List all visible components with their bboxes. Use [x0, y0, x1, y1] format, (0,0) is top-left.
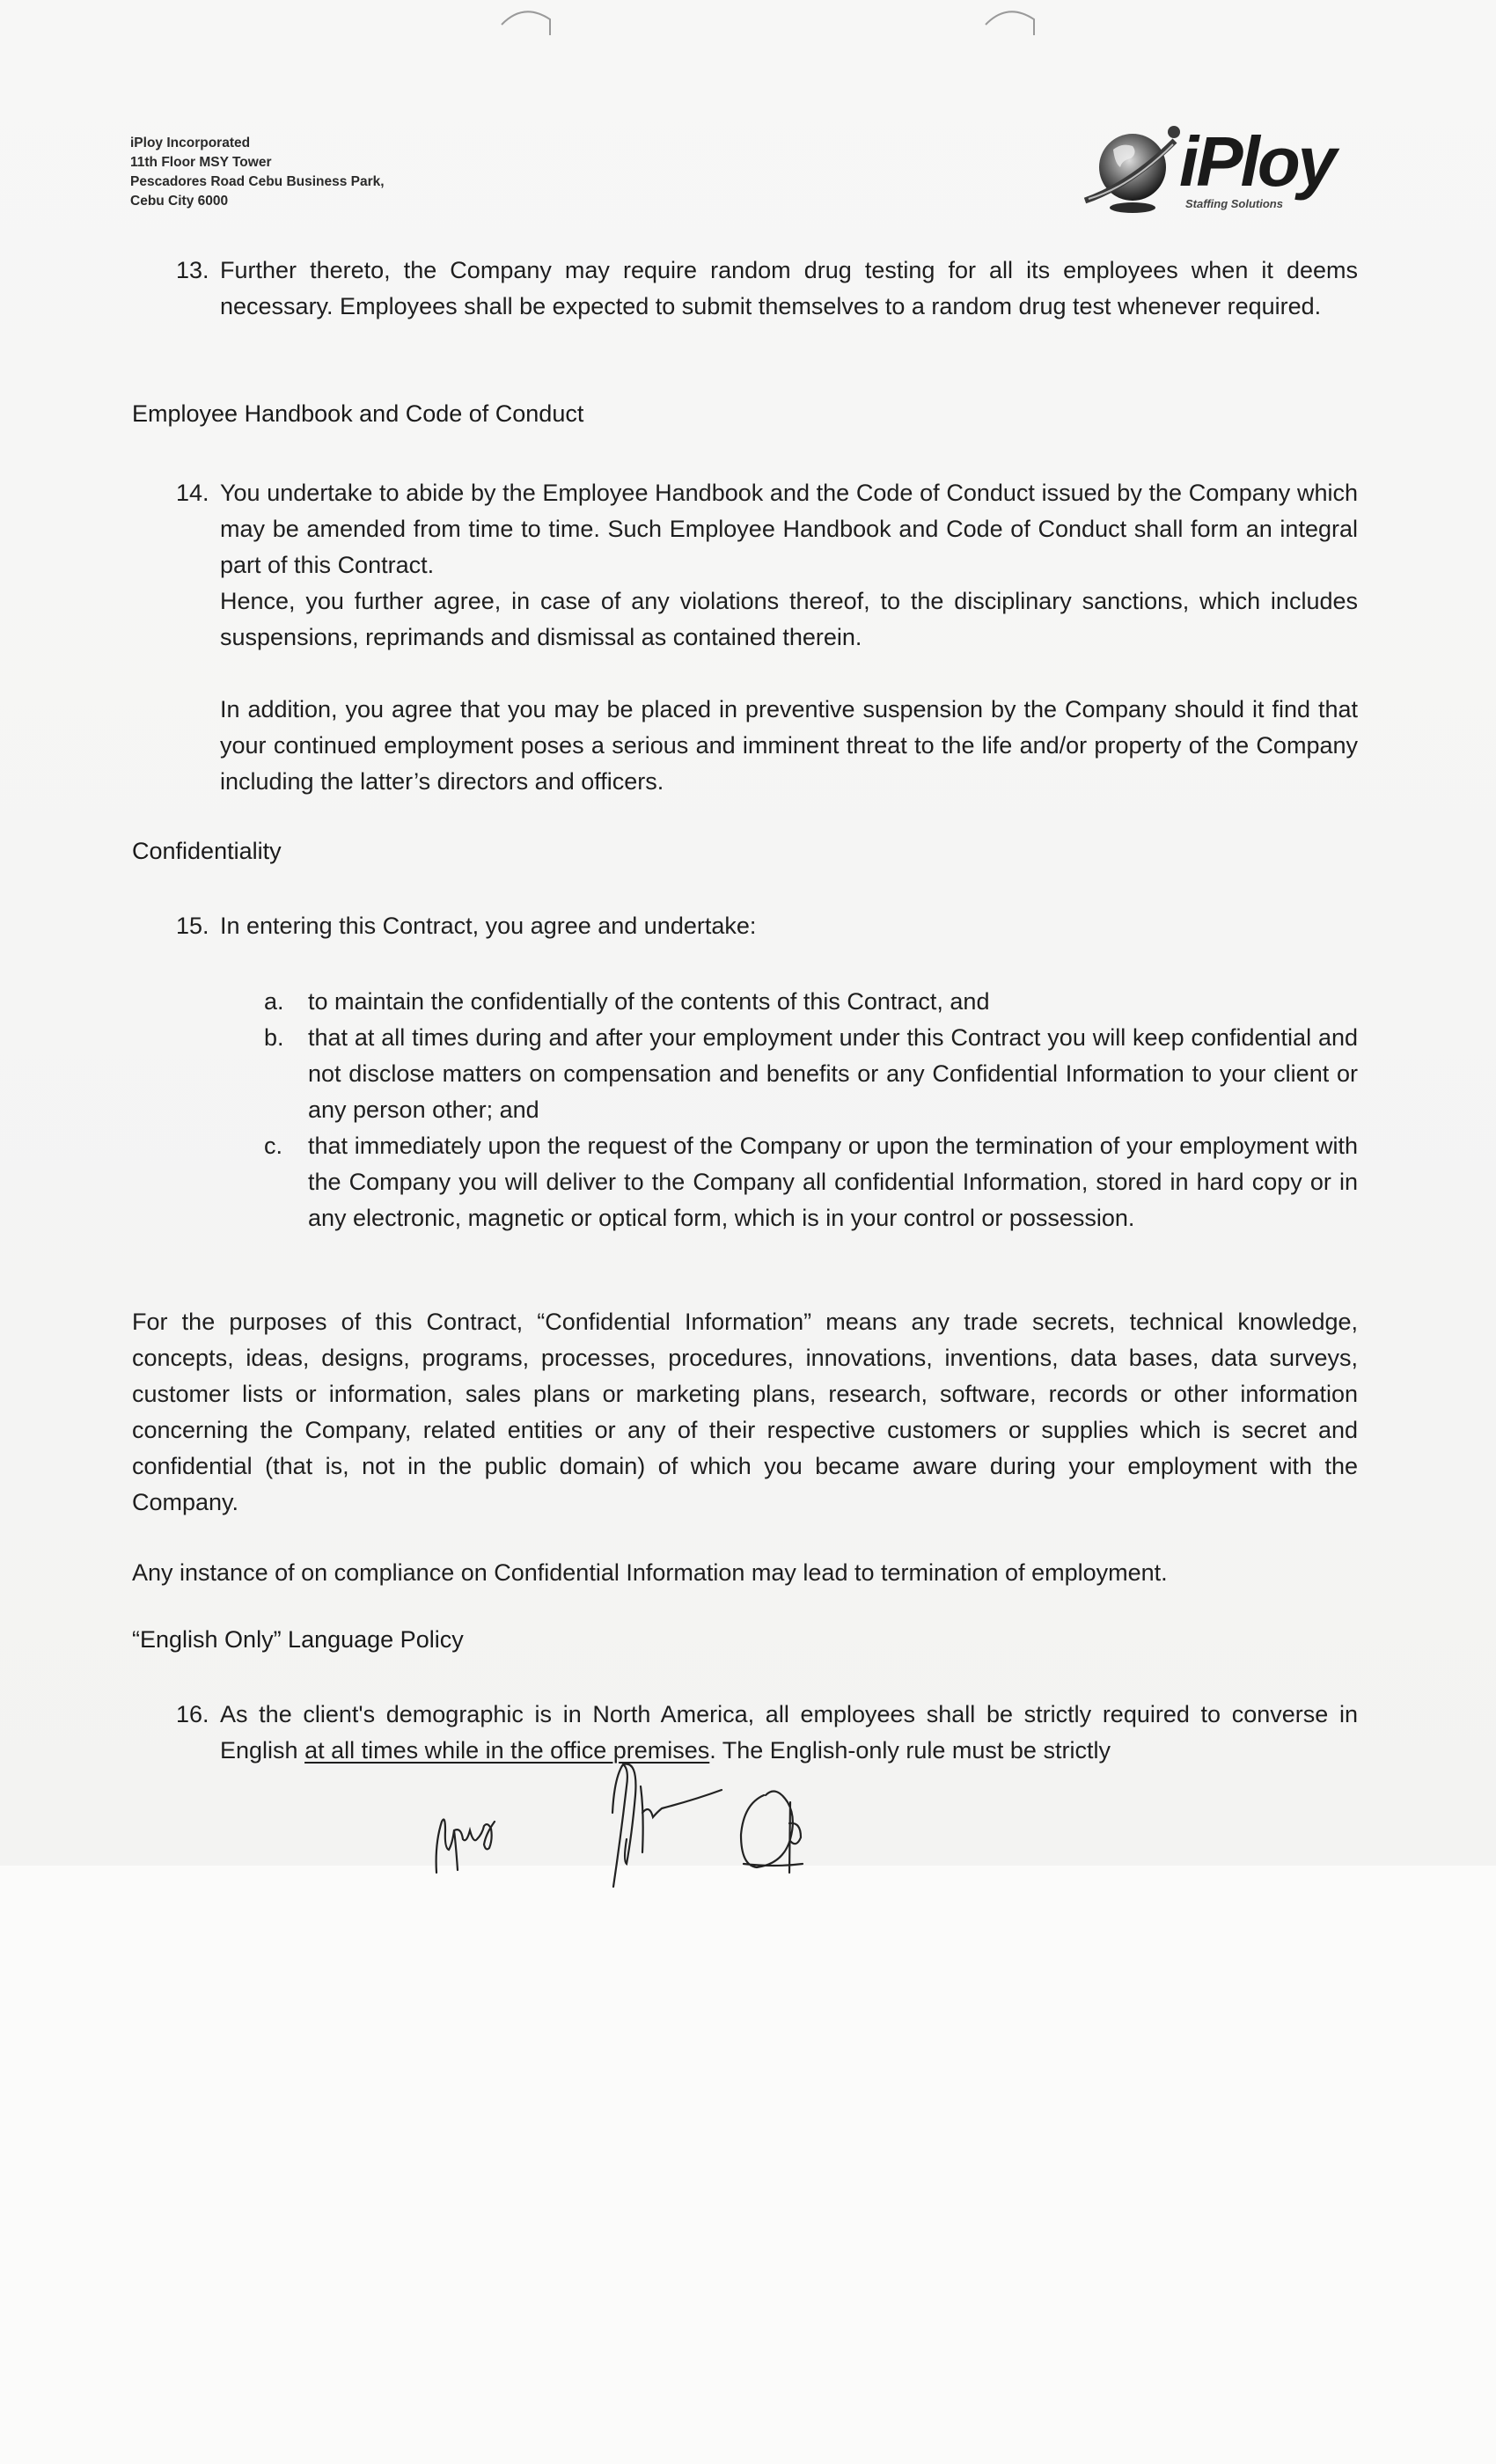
clause-15-item-c — [264, 1128, 1358, 1236]
company-name: iPloy Incorporated — [130, 136, 251, 150]
clause-text: In entering this Contract, you agree and undertake: — [220, 913, 757, 939]
company-logo — [1078, 123, 1360, 220]
signature-3-icon — [741, 1792, 803, 1874]
address-line-1: 11th Floor MSY Tower — [130, 155, 272, 170]
signature-2-icon — [612, 1764, 722, 1887]
clause-text-part2: Hence, you further agree, in case of any violations thereof, to the disciplinary sanctions, which includes suspensions, reprimands and dismissal as contained therein. — [220, 588, 1358, 650]
globe-icon — [1078, 123, 1184, 220]
clause-number: 16. — [176, 1701, 209, 1727]
item-text: that at all times during and after your employment under this Contract you will keep confidential and not disclose matters on compensation and benefits or any Confidential Information to your client or any person other; and — [308, 1024, 1358, 1123]
clause-number: 14. — [176, 480, 209, 506]
confidential-information-definition: For the purposes of this Contract, “Confidential Information” means any trade secrets, technical knowledge, concepts, ideas, designs, programs, processes, procedures, innovations, inventions, data bases, data surveys, customer lists or information, sales plans or marketing plans, research, software, records or other information concerning the Company, related entities or any of their respective customers or supplies which is secret and confidential (that is, not in the public domain) of which you became aware during your employment with the Company. — [132, 1309, 1358, 1515]
clause-14 — [176, 475, 1358, 800]
letterhead-address — [130, 134, 385, 211]
clause-text-before: As the client's demographic is in North America, all employees shall be strictly required to converse in English — [220, 1701, 1358, 1764]
clause-text-part1: You undertake to abide by the Employee Handbook and the Code of Conduct issued by the Company which may be amended from time to time. Such Employee Handbook and Code of Conduct shall form an integral part of this Contract. — [220, 480, 1358, 578]
clause-text — [220, 1697, 1358, 1769]
clause-text-after: . The English-only rule must be strictly — [709, 1737, 1111, 1764]
logo-tagline: Staffing Solutions — [1185, 197, 1283, 210]
item-label: c. — [264, 1133, 283, 1159]
clause-text-underlined: at all times while in the office premises — [304, 1737, 710, 1764]
logo-wordmark: iPloy — [1179, 122, 1335, 201]
clause-number: 13. — [176, 257, 209, 283]
section-heading-language-policy: “English Only” Language Policy — [132, 1626, 464, 1653]
item-label: b. — [264, 1024, 284, 1051]
address-line-2: Pescadores Road Cebu Business Park, — [130, 174, 385, 189]
clause-number: 15. — [176, 913, 209, 939]
clause-15-item-b — [264, 1020, 1358, 1128]
clause-15 — [176, 908, 1358, 944]
signature-1-icon — [436, 1820, 495, 1873]
item-label: a. — [264, 988, 284, 1015]
item-text: that immediately upon the request of the Company or upon the termination of your employment with the Company you will deliver to the Company all confidential Information, stored in hard copy or in any electronic, magnetic or optical form, which is in your control or possession. — [308, 1133, 1358, 1231]
clause-13 — [176, 253, 1358, 325]
signatures-area — [396, 1760, 1012, 1918]
clause-15-item-a — [264, 984, 1358, 1020]
section-heading-confidentiality: Confidentiality — [132, 838, 282, 864]
section-heading-handbook: Employee Handbook and Code of Conduct — [132, 400, 584, 427]
punch-hole-right-icon — [981, 0, 1043, 62]
compliance-paragraph: Any instance of on compliance on Confidential Information may lead to termination of employment. — [132, 1559, 1168, 1586]
clause-16 — [176, 1697, 1358, 1769]
clause-text: Further thereto, the Company may require random drug testing for all its employees when it deems necessary. Employees shall be expected to submit themselves to a random drug test whenever required. — [220, 257, 1358, 319]
clause-text-part3: In addition, you agree that you may be placed in preventive suspension by the Company should it find that your continued employment poses a serious and imminent threat to the life and/or property of the Company including the latter’s directors and officers. — [220, 696, 1358, 795]
address-line-3: Cebu City 6000 — [130, 194, 229, 209]
item-text: to maintain the confidentially of the contents of this Contract, and — [308, 988, 990, 1015]
punch-hole-left-icon — [497, 0, 559, 62]
